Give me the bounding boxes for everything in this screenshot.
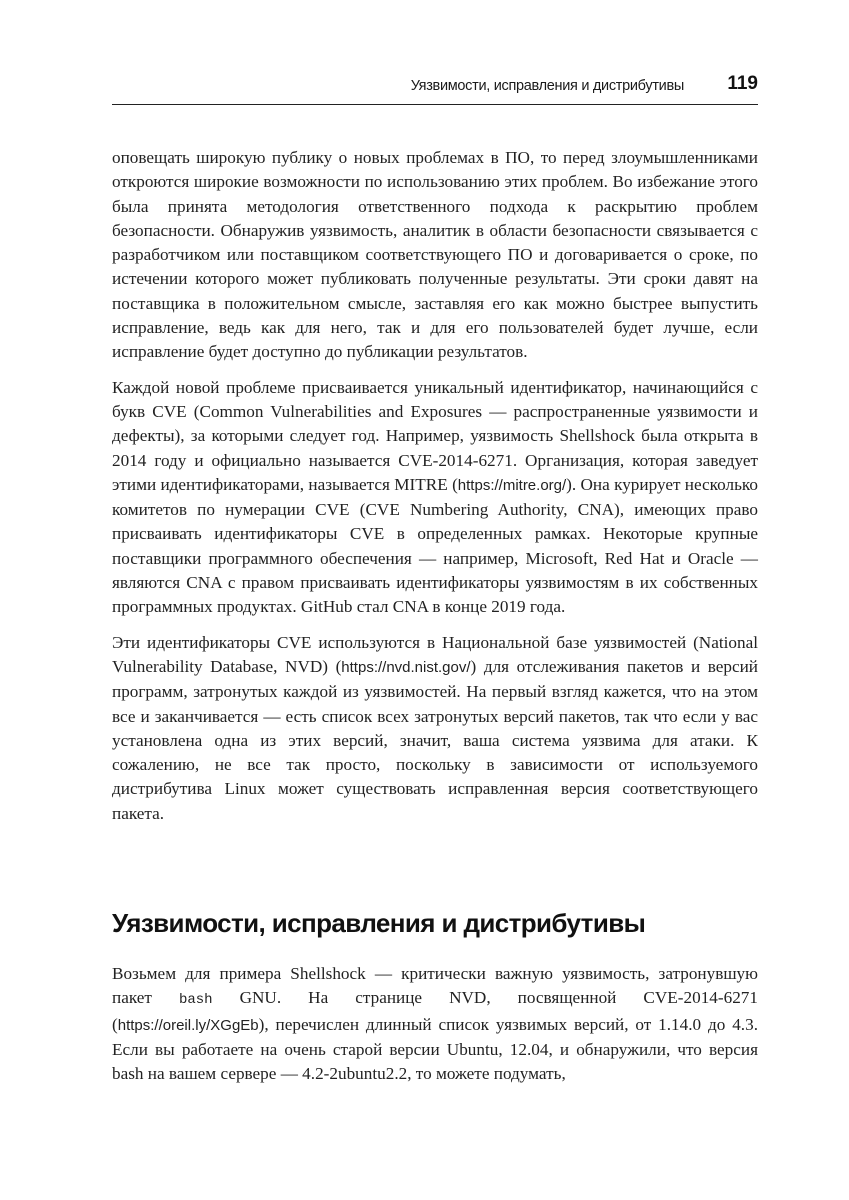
- paragraph-text: Эти идентификаторы CVE используются в Национальной базе уязвимостей (National Vulnerability Database, NVD) (: [112, 632, 758, 676]
- paragraph-text: GNU. На странице NVD, посвященной CVE-2014-6271 (: [112, 988, 758, 1034]
- running-header: [112, 70, 758, 105]
- section-body: [112, 962, 758, 1097]
- paragraph-text: ) для отслеживания пакетов и версий программ, затронутых каждой из уязвимостей. На первый взгляд кажется, что на этом все и заканчивается — есть список всех затронутых версий пакетов, так что если у вас установлена одна из этих версий, значит, ваша система уязвима для атаки. К сожалению, не все так просто, поскольку в зависимости от используемого дистрибутива Linux может существовать исправленная версия соответствующего пакета.: [112, 656, 758, 823]
- paragraph-disclosure: оповещать широкую публику о новых проблемах в ПО, то перед злоумышленниками откроются широкие возможности по использованию этих проблем. Во избежание этого была принята методология ответственного подхода к раскрытию проблем безопасности. Обнаружив уязвимость, аналитик в области безопасности связывается с разработчиком или поставщиком соответствующего ПО и договаривается о сроке, по истечении которого может публиковать полученные результаты. Эти сроки давят на поставщика в положительном смысле, заставляя его как можно быстрее выпустить исправление, ведь как для него, так и для его пользователей будет лучше, если исправление будет доступно до публикации результатов.: [112, 148, 758, 362]
- oreilly-link[interactable]: https://oreil.ly/XGgEb: [117, 1016, 259, 1034]
- paragraph-text: Каждой новой проблеме присваивается уникальный идентификатор, начинающийся с букв CVE (Common Vulnerabilities and Exposures — распространенные уязвимости и дефекты), за которыми следует год. Например, уязвимость Shellshock была открыта в 2014 году и официально называется CVE-2014-6271. Организация, которая заведует этими идентификаторами, называется MITRE (: [112, 377, 758, 494]
- paragraph-shellshock-example: [112, 962, 758, 1086]
- bash-code: bash: [178, 992, 213, 1009]
- paragraph-cve-identifiers: [112, 376, 758, 620]
- paragraph-nvd: [112, 631, 758, 826]
- mitre-link[interactable]: https://mitre.org/: [457, 476, 567, 494]
- section-heading: Уязвимости, исправления и дистрибутивы: [112, 908, 646, 938]
- paragraph-text: ), перечислен длинный список уязвимых версий, от 1.14.0 до 4.3. Если вы работаете на очень старой версии Ubuntu, 12.04, и обнаружили, что версия bash на вашем сервере — 4.2-2ubuntu2.2, то можете подумать,: [112, 1014, 758, 1084]
- body-text: [112, 146, 758, 837]
- paragraph-text: ). Она курирует несколько комитетов по нумерации CVE (CVE Numbering Authority, CNA), имеющих право присваивать идентификаторы CVE в определенных рамках. Некоторые крупные поставщики программного обеспечения — например, Microsoft, Red Hat и Oracle — являются CNA с правом присваивать идентификаторы уязвимостям в их собственных программных продуктах. GitHub стал CNA в конце 2019 года.: [112, 474, 758, 617]
- running-title: Уязвимости, исправления и дистрибутивы: [410, 78, 684, 94]
- page-number: 119: [727, 73, 758, 94]
- paragraph-text: Возьмем для примера Shellshock — критически важную уязвимость, затронувшую пакет: [112, 964, 758, 1008]
- nvd-link[interactable]: https://nvd.nist.gov/: [341, 658, 471, 676]
